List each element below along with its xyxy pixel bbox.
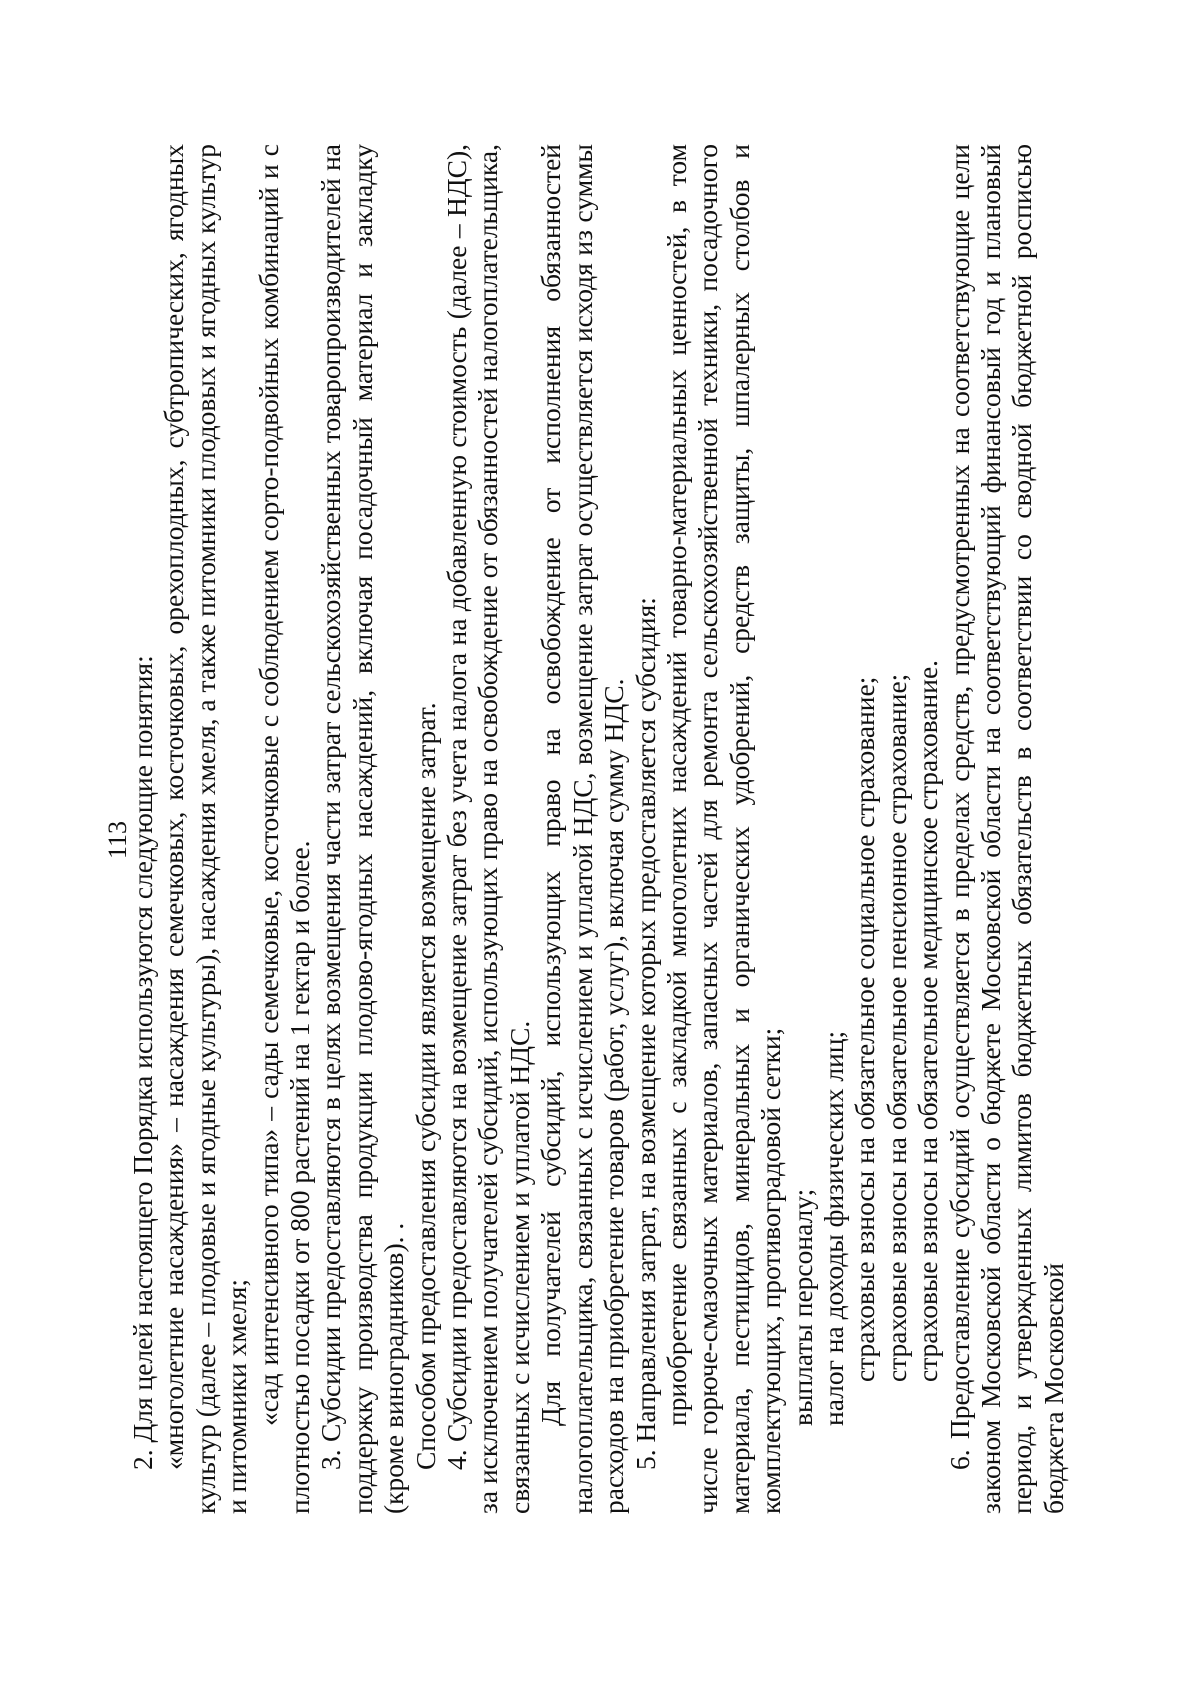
list-item-income-tax: налог на доходы физических лиц; <box>817 1030 849 1426</box>
paragraph-definition-intensive-garden: «сад интенсивного типа» – сады семечковые, косточковые с соблюдением сорто-подвойных комбинаций и с плотностью посадки от 800 растений на 1 гектар и более. <box>252 144 316 1514</box>
paragraph-clause-6: 6. Предоставление субсидий осуществляется в пределах средств, предусмотренных на соответствующие цели законом Московской области о бюджете Московской области на соответствующий финансовый год и плановый период, и утвержденных лимитов бюджетных обязательств в соответствии со сводной бюджетной росписью бюджета Московской <box>943 144 1069 1514</box>
paragraph-definition-perennial: «многолетние насаждения» – насаждения семечковых, косточковых, орехоплодных, субтропических, ягодных культур (далее – плодовые и ягодные культуры), насаждения хмеля, а также питомники плодовых и ягодных культур и питомники хмеля; <box>158 144 253 1514</box>
list-item-medical-insurance: страховые взносы на обязательное медицинское страхование. <box>912 659 944 1382</box>
paragraph-clause-5: 5. Направления затрат, на возмещение которых предоставляется субсидия: <box>629 597 661 1470</box>
page-number: 113 <box>103 820 132 859</box>
paragraph-vat-exempt: Для получателей субсидий, использующих право на освобождение от исполнения обязанностей налогоплательщика, связанных с исчислением и уплатой НДС, возмещение затрат осуществляется исходя из суммы расходов на приобретение товаров (работ, услуг), включая сумму НДС. <box>535 144 630 1514</box>
paragraph-subsidy-method: Способом предоставления субсидии является возмещение затрат. <box>409 702 441 1470</box>
list-item-social-insurance: страховые взносы на обязательное социальное страхование; <box>849 676 881 1382</box>
paragraph-clause-4: 4. Субсидии предоставляются на возмещение затрат без учета налога на добавленную стоимость (далее – НДС), за исключением получателей субсидий, использующих право на освобождение от обязанностей налогоплательщика, связанных с исчислением и уплатой НДС. <box>441 144 535 1514</box>
paragraph-clause-3: 3. Субсидии предоставляются в целях возмещения части затрат сельскохозяйственных товаропроизводителей на поддержку производства продукции плодово-ягодных насаждений, включая посадочный материал и закладку (кроме виноградников). . <box>315 144 410 1514</box>
document-body <box>127 144 1069 1514</box>
list-item-purchase: приобретение связанных с закладкой многолетних насаждений товарно-материальных ценностей, в том числе горюче-смазочных материалов, запасных частей для ремонта сельскохозяйственной техники, посадочного материала, пестицидов, минеральных и органических удобрений, средств защиты, шпалерных столбов и комплектующих, противоградовой сетки; <box>660 144 787 1514</box>
list-item-pension-insurance: страховые взносы на обязательное пенсионное страхование; <box>880 673 912 1382</box>
paragraph-clause-2: 2. Для целей настоящего Порядка используются следующие понятия: <box>127 655 158 1470</box>
list-item-payroll: выплаты персоналу; <box>786 1188 818 1426</box>
